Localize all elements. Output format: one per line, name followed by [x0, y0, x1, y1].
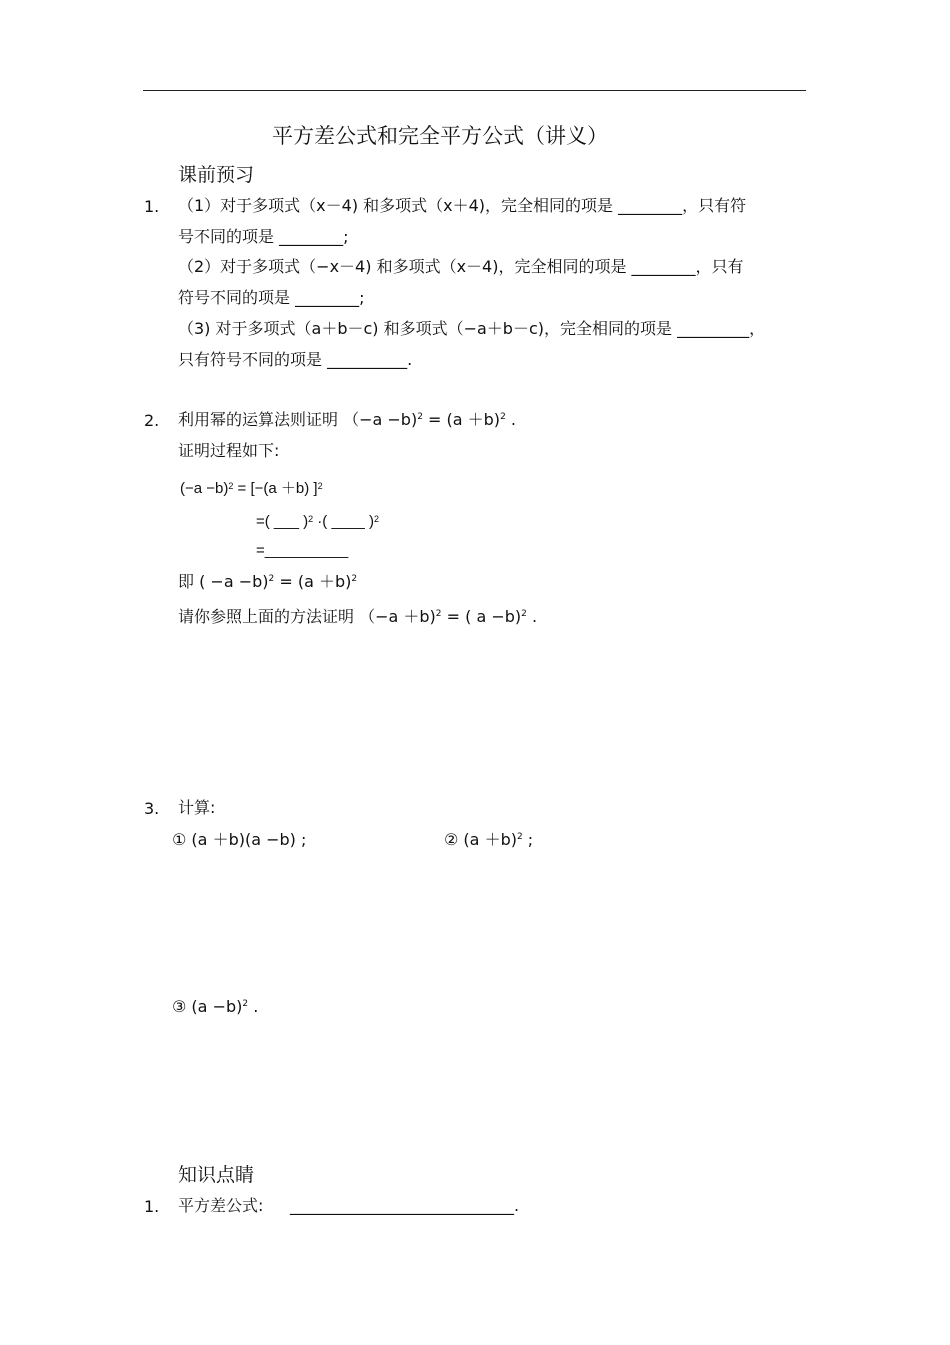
proof-intro: 证明过程如下: [178, 441, 280, 460]
question-3-label: 计算: [178, 798, 216, 817]
section-heading-knowledge: 知识点睛 [178, 1164, 255, 1186]
page-title: 平方差公式和完全平方公式（讲义） [272, 124, 608, 148]
question-1-part-2-line-1: （2）对于多项式（−x－4) 和多项式（x－4)，完全相同的项是 ________，只有 [178, 257, 744, 276]
question-1-part-3-line-2: 只有符号不同的项是 __________. [178, 350, 413, 369]
top-rule [143, 90, 806, 91]
section-heading-preview: 课前预习 [178, 164, 255, 186]
question-1-part-1-line-2: 号不同的项是 ________; [178, 227, 349, 246]
question-2-task: 请你参照上面的方法证明 （−a ＋b)$^2$ = ( a −b)$^2$ . [178, 607, 538, 626]
proof-step-1: $(-a -b)^2 = [-(a +b)$ ]$^2$ [180, 480, 323, 497]
question-1-part-2-line-2: 符号不同的项是 ________; [178, 288, 365, 307]
knowledge-1-blank: ____________________________. [290, 1196, 520, 1215]
proof-conclusion: 即 ( $-a -b)^2 = (a +b)^2$ [178, 572, 358, 591]
question-3-number: 3. [144, 799, 160, 818]
question-3-item-3: ③ $(a -b)^2$ . [172, 997, 259, 1016]
knowledge-1-number: 1. [144, 1197, 160, 1216]
question-1-part-3-line-1: （3) 对于多项式（a＋b－c) 和多项式（−a＋b－c)，完全相同的项是 _________， [178, 319, 766, 338]
knowledge-1-label: 平方差公式: [178, 1196, 264, 1215]
proof-step-2: =( ___ )$^2$ ·( ____ )$^2$ [256, 513, 380, 530]
question-3-item-1: ① (a ＋b)(a −b) ; [172, 830, 307, 849]
proof-step-3: =__________ [256, 542, 349, 559]
question-2-number: 2. [144, 411, 160, 430]
question-3-item-2: ② $(a +b)^2$ ; [444, 830, 534, 849]
question-2-prompt: 利用幂的运算法则证明 $(-a -b)^2 = (a +b)^2$ . [178, 410, 516, 429]
question-1-number: 1. [144, 197, 160, 216]
question-1-part-1-line-1: （1）对于多项式（x－4) 和多项式（x＋4)，完全相同的项是 ________，只有符 [178, 196, 747, 215]
